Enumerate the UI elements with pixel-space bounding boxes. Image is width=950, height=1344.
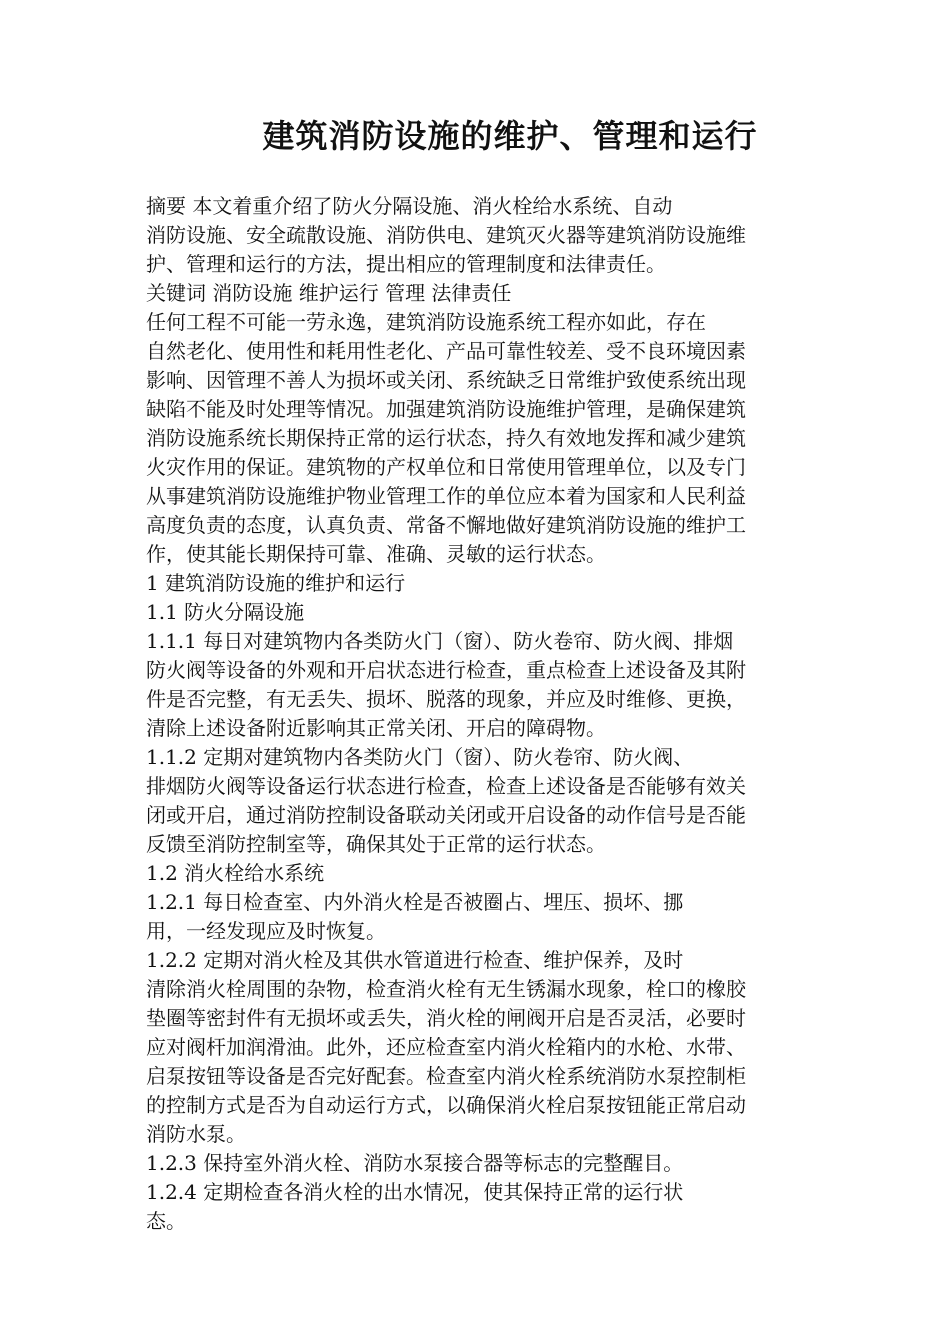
intro-line-4: 缺陷不能及时处理等情况。加强建筑消防设施维护管理，是确保建筑 [146, 397, 746, 421]
paragraph-line: 的控制方式是否为自动运行方式，以确保消火栓启泵按钮能正常启动 [146, 1093, 746, 1117]
abstract-line-2: 消防设施、安全疏散设施、消防供电、建筑灭火器等建筑消防设施维 [146, 223, 746, 247]
paragraph-line: 用，一经发现应及时恢复。 [146, 919, 386, 943]
paragraph-line: 1.1.1 每日对建筑物内各类防火门（窗）、防火卷帘、防火阀、排烟 [146, 629, 734, 653]
paragraph-line: 消防水泵。 [146, 1122, 246, 1146]
paragraph-line: 启泵按钮等设备是否完好配套。检查室内消火栓系统消防水泵控制柜 [146, 1064, 746, 1088]
paragraph-line: 反馈至消防控制室等，确保其处于正常的运行状态。 [146, 832, 606, 856]
paragraph-line: 1.2.2 定期对消火栓及其供水管道进行检查、维护保养，及时 [146, 948, 684, 972]
keywords-line: 关键词 消防设施 维护运行 管理 法律责任 [146, 281, 512, 305]
intro-line-8: 高度负责的态度，认真负责、常备不懈地做好建筑消防设施的维护工 [146, 513, 746, 537]
section-heading-1: 1 建筑消防设施的维护和运行 [146, 571, 406, 595]
intro-line-3: 影响、因管理不善人为损坏或关闭、系统缺乏日常维护致使系统出现 [146, 368, 746, 392]
document-body [146, 192, 876, 1236]
paragraph-line: 1.2.3 保持室外消火栓、消防水泵接合器等标志的完整醒目。 [146, 1151, 684, 1175]
paragraph-line: 1.2.1 每日检查室、内外消火栓是否被圈占、埋压、损坏、挪 [146, 890, 684, 914]
subsection-heading-1-2: 1.2 消火栓给水系统 [146, 861, 325, 885]
paragraph-line: 清除上述设备附近影响其正常关闭、开启的障碍物。 [146, 716, 606, 740]
paragraph-line: 1.2.4 定期检查各消火栓的出水情况，使其保持正常的运行状 [146, 1180, 684, 1204]
paragraph-line: 排烟防火阀等设备运行状态进行检查，检查上述设备是否能够有效关 [146, 774, 746, 798]
intro-line-9: 作，使其能长期保持可靠、准确、灵敏的运行状态。 [146, 542, 606, 566]
paragraph-line: 应对阀杆加润滑油。此外，还应检查室内消火栓箱内的水枪、水带、 [146, 1035, 746, 1059]
abstract-line-3: 护、管理和运行的方法，提出相应的管理制度和法律责任。 [146, 252, 666, 276]
intro-line-5: 消防设施系统长期保持正常的运行状态，持久有效地发挥和减少建筑 [146, 426, 746, 450]
subsection-heading-1-1: 1.1 防火分隔设施 [146, 600, 305, 624]
paragraph-line: 件是否完整，有无丢失、损坏、脱落的现象，并应及时维修、更换， [146, 687, 746, 711]
paragraph-line: 闭或开启，通过消防控制设备联动关闭或开启设备的动作信号是否能 [146, 803, 746, 827]
paragraph-line: 防火阀等设备的外观和开启状态进行检查，重点检查上述设备及其附 [146, 658, 746, 682]
paragraph-line: 1.1.2 定期对建筑物内各类防火门（窗）、防火卷帘、防火阀、 [146, 745, 694, 769]
intro-line-6: 火灾作用的保证。建筑物的产权单位和日常使用管理单位，以及专门 [146, 455, 746, 479]
intro-line-1: 任何工程不可能一劳永逸，建筑消防设施系统工程亦如此，存在 [146, 310, 706, 334]
paragraph-line: 垫圈等密封件有无损坏或丢失，消火栓的闸阀开启是否灵活，必要时 [146, 1006, 746, 1030]
paragraph-line: 清除消火栓周围的杂物，检查消火栓有无生锈漏水现象，栓口的橡胶 [146, 977, 746, 1001]
intro-line-7: 从事建筑消防设施维护物业管理工作的单位应本着为国家和人民利益 [146, 484, 746, 508]
abstract-line-1: 摘要 本文着重介绍了防火分隔设施、消火栓给水系统、自动 [146, 194, 673, 218]
paragraph-line: 态。 [146, 1209, 186, 1233]
document-title: 建筑消防设施的维护、管理和运行 [262, 117, 758, 155]
intro-line-2: 自然老化、使用性和耗用性老化、产品可靠性较差、受不良环境因素 [146, 339, 746, 363]
